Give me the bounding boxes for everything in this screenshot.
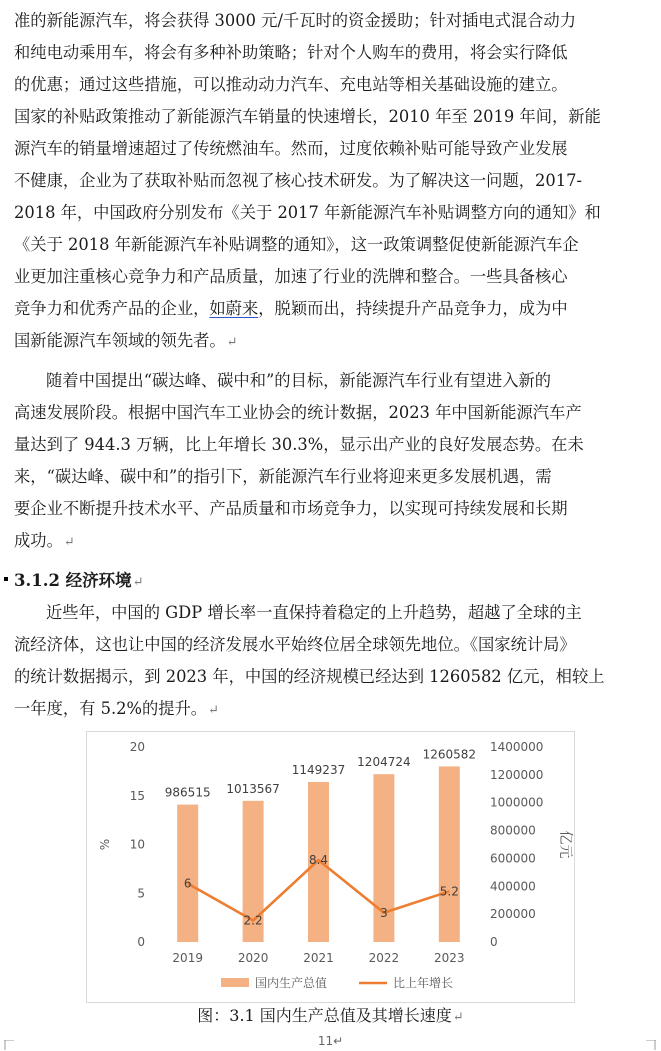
right-axis-tick-label: 1000000 — [490, 795, 544, 810]
left-axis-title: % — [98, 838, 112, 851]
paragraph-mark-icon: ↵ — [226, 335, 238, 350]
paragraph-mark-icon: ↵ — [333, 1034, 344, 1048]
figure-caption — [0, 1002, 661, 1030]
text-line: 业更加注重核心竞争力和产品质量，加速了行业的洗牌和整合。一些具备核心 — [14, 267, 568, 286]
page-corner-mark-icon — [646, 1040, 656, 1050]
text-line: 和纯电动乘用车，将会有多种补助策略；针对个人购车的费用，将会实行降低 — [14, 43, 568, 62]
right-axis-tick-label: 1200000 — [490, 767, 544, 782]
page-number — [0, 1032, 661, 1050]
text-line: 要企业不断提升技术水平、产品质量和市场竞争力，以实现可持续发展和长期 — [14, 499, 568, 518]
paragraph-mark-icon: ↵ — [63, 535, 75, 550]
left-axis-tick-label: 5 — [137, 886, 145, 901]
bar-data-label: 1149237 — [291, 762, 346, 777]
left-axis-tick-label: 15 — [129, 788, 145, 803]
text-line: 量达到了 944.3 万辆，比上年增长 30.3%，显示出产业的良好发展态势。在未 — [14, 435, 584, 454]
x-axis-tick-label: 2022 — [368, 951, 400, 965]
text-line: 来，“碳达峰、碳中和”的指引下，新能源汽车行业将迎来更多发展机遇，需 — [14, 467, 552, 486]
page-number-text: 11 — [317, 1034, 334, 1048]
text-line: 源汽车的销量增速超过了传统燃油车。然而，过度依赖补贴可能导致产业发展 — [14, 139, 568, 158]
caption-text: 图：3.1 国内生产总值及其增长速度 — [197, 1006, 452, 1025]
text-line: 近些年，中国的 GDP 增长率一直保持着稳定的上升趋势，超越了全球的主 — [46, 603, 582, 622]
section-heading-text: 3.1.2 经济环境 — [14, 571, 132, 590]
text-line: 的统计数据揭示，到 2023 年，中国的经济规模已经达到 1260582 亿元，相较上 — [14, 667, 605, 686]
x-axis-tick-label: 2020 — [237, 951, 269, 965]
left-axis-tick-label: 10 — [129, 837, 145, 852]
text-line — [14, 294, 654, 324]
paragraph-mark-icon: ↵ — [452, 1010, 464, 1025]
line-data-label: 2.2 — [243, 913, 263, 928]
paragraph-mark-icon: ↵ — [132, 575, 144, 590]
text-line: 流经济体，这也让中国的经济发展水平始终位居全球领先地位。《国家统计局》 — [14, 635, 576, 654]
text-line: 2018 年，中国政府分别发布《关于 2017 年新能源汽车补贴调整方向的通知》和 — [14, 203, 601, 222]
text-line: 随着中国提出“碳达峰、碳中和”的目标，新能源汽车行业有望进入新的 — [46, 371, 552, 390]
line-data-label: 8.4 — [308, 853, 329, 868]
legend-label: 国内生产总值 — [255, 976, 328, 990]
text-line — [14, 326, 654, 356]
text-segment: 国新能源汽车领域的领先者。 — [14, 331, 226, 350]
bar-data-label: 1204724 — [357, 755, 411, 770]
line-data-label: 5.2 — [439, 884, 459, 899]
section-heading — [14, 566, 144, 596]
bar-data-label: 1260582 — [422, 747, 477, 762]
bar-data-label: 986515 — [164, 785, 211, 800]
gdp-chart — [86, 731, 575, 1003]
x-axis-tick-label: 2023 — [434, 951, 465, 965]
legend-label: 比上年增长 — [393, 976, 454, 990]
right-axis-title: 亿元 — [557, 830, 573, 859]
bar-data-label: 1013567 — [226, 781, 280, 796]
page-corner-mark-icon — [4, 1040, 14, 1050]
x-axis-tick-label: 2021 — [303, 951, 334, 965]
text-line: 的优惠；通过这些措施，可以推动动力汽车、充电站等相关基础设施的建立。 — [14, 75, 568, 94]
bar-gdp — [177, 805, 198, 942]
right-axis-tick-label: 1400000 — [490, 740, 544, 754]
text-segment: 成功。 — [14, 531, 63, 550]
chart-canvas — [87, 732, 574, 1002]
text-line — [14, 694, 654, 724]
text-segment: 竞争力和优秀产品的企业， — [14, 299, 210, 318]
text-segment: ，脱颖而出，持续提升产品竞争力，成为中 — [258, 299, 568, 318]
legend-swatch-bar — [221, 978, 249, 987]
text-line: 不健康，企业为了获取补贴而忽视了核心技术研发。为了解决这一问题，2017- — [14, 171, 582, 190]
text-line: 《关于 2018 年新能源汽车补贴调整的通知》，这一政策调整促使新能源汽车企 — [14, 235, 579, 254]
left-axis-tick-label: 20 — [129, 740, 145, 754]
right-axis-tick-label: 0 — [490, 935, 498, 949]
left-axis-tick-label: 0 — [137, 935, 145, 949]
text-line: 国家的补贴政策推动了新能源汽车销量的快速增长，2010 年至 2019 年间，新能 — [14, 107, 601, 126]
right-axis-tick-label: 600000 — [490, 851, 536, 866]
underlined-company-name: 如蔚来 — [209, 299, 259, 318]
text-line: 准的新能源汽车，将会获得 3000 元/千瓦时的资金援助；针对插电式混合动力 — [14, 11, 576, 30]
text-segment: 一年度，有 5.2%的提升。 — [14, 699, 208, 718]
heading-marker-icon — [4, 577, 8, 581]
right-axis-tick-label: 400000 — [490, 879, 536, 894]
line-data-label: 3 — [380, 905, 388, 920]
text-line — [14, 526, 654, 556]
right-axis-tick-label: 200000 — [490, 907, 536, 922]
x-axis-tick-label: 2019 — [172, 951, 203, 965]
line-data-label: 6 — [183, 876, 192, 891]
right-axis-tick-label: 800000 — [490, 823, 536, 838]
bar-gdp — [439, 766, 460, 942]
text-line: 高速发展阶段。根据中国汽车工业协会的统计数据，2023 年中国新能源汽车产 — [14, 403, 582, 422]
paragraph-mark-icon: ↵ — [208, 703, 219, 718]
